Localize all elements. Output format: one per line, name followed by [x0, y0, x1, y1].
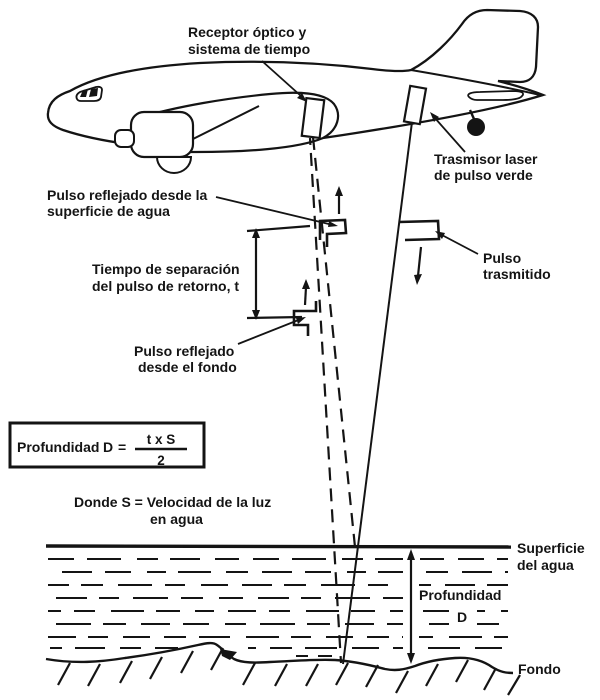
- up-arrow-icon: [335, 186, 343, 196]
- note-line1: Donde S = Velocidad de la luz: [74, 494, 272, 510]
- depth-measure-arrow: [403, 549, 419, 664]
- water-dashes: [48, 559, 508, 656]
- laser-beams: [310, 122, 412, 664]
- formula-variable: D: [103, 439, 114, 455]
- transmitted-pulse-label-line2: trasmitido: [483, 266, 551, 282]
- water-surface-label-line2: del agua: [517, 557, 574, 573]
- bottom-pulse-label-line2: desde el fondo: [138, 359, 237, 375]
- up-arrow-icon: [302, 279, 310, 289]
- formula-label: Profundidad: [17, 439, 100, 455]
- trasmisor-pointer-line: [434, 117, 465, 152]
- transmitted-pulse-symbol: [399, 221, 439, 240]
- landing-wheel: [157, 157, 191, 173]
- water-surface-line: [46, 546, 511, 547]
- time-separation-bracket: [247, 226, 310, 320]
- engine-nacelle: [131, 112, 193, 157]
- down-arrow-icon: [414, 274, 422, 285]
- seafloor: [46, 643, 520, 695]
- trasmisor-label-line1: Trasmisor laser: [434, 151, 538, 167]
- propeller-hub: [115, 130, 134, 147]
- pulse-symbols: [294, 186, 439, 336]
- formula-numerator: t x S: [146, 432, 176, 447]
- bottom-pulse-pointer-line: [238, 319, 301, 344]
- airplane-stabilizer: [468, 91, 523, 100]
- up-arrow-shaft: [305, 287, 306, 305]
- receptor-label-line1: Receptor óptico y: [188, 24, 307, 40]
- seafloor-label: Fondo: [518, 661, 561, 677]
- receptor-label-line2: sistema de tiempo: [188, 41, 311, 57]
- formula-box: [10, 423, 204, 468]
- time-separation-label-line1: Tiempo de separación: [92, 261, 240, 277]
- seafloor-hatching: [58, 648, 520, 695]
- tail-wheel: [467, 118, 485, 136]
- formula-note: [74, 494, 271, 527]
- optical-receiver-box: [302, 98, 324, 138]
- surface-pulse-pointer-line: [216, 197, 333, 225]
- transmitted-pulse-label-line1: Pulso: [483, 250, 522, 266]
- formula-equals: =: [118, 439, 127, 455]
- surface-return-beam-dashed: [313, 137, 355, 547]
- trasmisor-label-line2: de pulso verde: [434, 167, 533, 183]
- surface-pulse-pointer-arrowhead: [328, 221, 338, 227]
- time-separation-label-line2: del pulso de retorno, t: [92, 278, 240, 294]
- surface-pulse-label-line2: superficie de agua: [47, 203, 170, 219]
- down-arrow-shaft: [418, 247, 421, 276]
- bottom-pulse-pointer-arrowhead: [296, 317, 306, 324]
- water-surface-label-line1: Superficie: [517, 540, 585, 556]
- transmitted-beam-line: [343, 122, 412, 664]
- depth-label-line1: Profundidad: [419, 587, 502, 603]
- note-line2: en agua: [150, 511, 203, 527]
- depth-label-line2: D: [457, 609, 468, 625]
- formula-denominator: 2: [157, 453, 165, 468]
- surface-pulse-label-line1: Pulso reflejado desde la: [47, 187, 208, 203]
- transmitted-pulse-pointer-line: [440, 234, 478, 254]
- bottom-pulse-label-line1: Pulso reflejado: [134, 343, 235, 359]
